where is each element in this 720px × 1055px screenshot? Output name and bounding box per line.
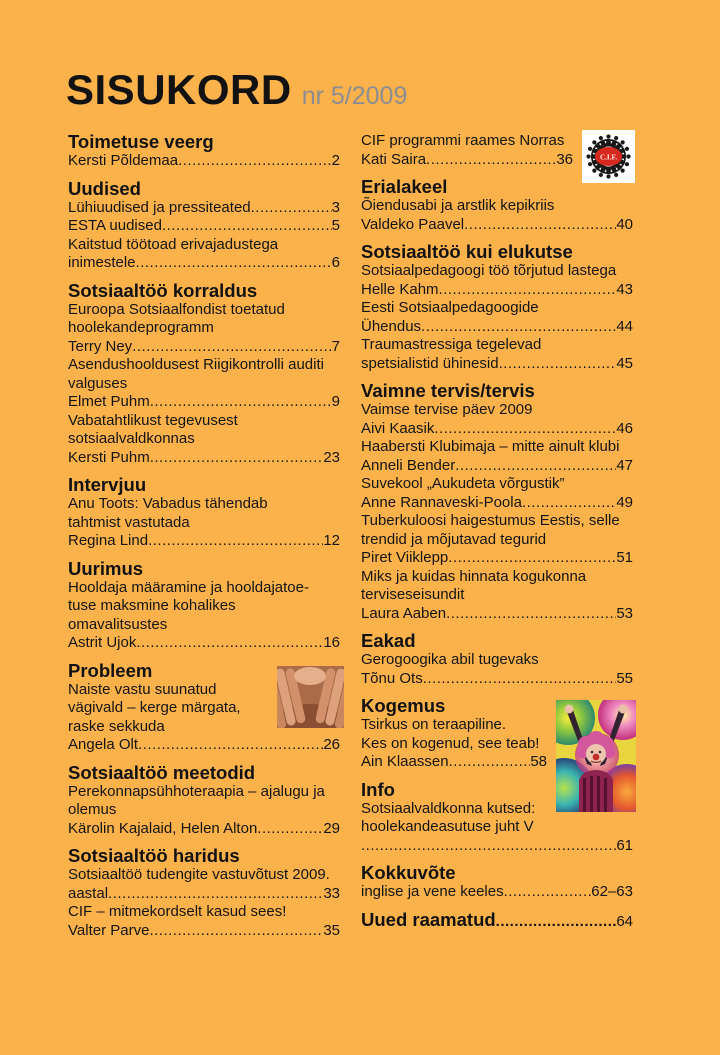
- toc-page-number: 55: [616, 669, 633, 687]
- dot-leader: [108, 885, 323, 904]
- toc-entry: [68, 885, 340, 904]
- section-heading: Probleem: [68, 659, 153, 681]
- dot-leader: [449, 753, 531, 772]
- toc-entry: [361, 494, 633, 513]
- clown-illustration: [556, 700, 636, 812]
- toc-entry-text: Tõnu Ots: [361, 669, 423, 687]
- toc-entry-text: trendid ja mõjutavad tegurid: [361, 530, 547, 548]
- toc-entry: [361, 753, 547, 772]
- toc-page-number: 43: [616, 280, 633, 298]
- toc-columns: [68, 132, 633, 948]
- toc-entry-text: tuse maksmine kohalikes: [68, 597, 236, 614]
- cif-logo-label: C.I.F.: [599, 153, 618, 162]
- toc-entry: [68, 866, 340, 885]
- toc-entry: [68, 634, 340, 653]
- toc-page-number: 5: [331, 217, 340, 234]
- toc-entry: [361, 883, 633, 902]
- toc-page-number: 51: [616, 549, 633, 566]
- section-heading: Eakad: [361, 630, 416, 651]
- section-heading: Uudised: [68, 177, 141, 199]
- toc-entry-text: Euroopa Sotsiaalfondist toetatud: [68, 300, 285, 318]
- dot-leader: [132, 338, 331, 357]
- section-vaimne-tervis: [361, 381, 633, 623]
- toc-entry-text: Hooldaja määramine ja hooldajatoe-: [68, 578, 309, 596]
- toc-entry-text: Sotsiaalvaldkonna kutsed:: [361, 799, 536, 817]
- section-uued-raamatud: [361, 910, 633, 932]
- toc-entry-text: CIF programmi raames Norras: [361, 132, 565, 149]
- toc-entry-text: Helle Kahm: [361, 280, 439, 298]
- dot-leader: [439, 281, 617, 300]
- dot-leader: [150, 393, 332, 412]
- toc-entry-text: Regina Lind: [68, 532, 149, 549]
- dot-leader: [499, 355, 617, 374]
- toc-entry: [68, 152, 340, 171]
- toc-page-number: 35: [323, 921, 340, 939]
- masthead: [66, 66, 407, 114]
- section-heading: Erialakeel: [361, 176, 448, 197]
- dot-leader: [138, 736, 323, 755]
- section-intervjuu: [68, 475, 340, 551]
- page-title: SISUKORD: [66, 66, 292, 113]
- toc-entry-text: Asendushooldusest Riigikontrolli auditi: [68, 356, 324, 373]
- toc-entry-text: Tsirkus on teraapiline.: [361, 716, 507, 733]
- section-heading: Kogemus: [361, 695, 446, 716]
- hands-illustration: [277, 666, 344, 728]
- toc-entry: [68, 736, 340, 755]
- dot-leader: [522, 494, 616, 513]
- section-heading: Sotsiaaltöö meetodid: [68, 761, 256, 783]
- dot-leader: [446, 605, 616, 624]
- toc-entry: [68, 412, 340, 431]
- toc-entry-text: Ühendus: [361, 317, 422, 335]
- toc-entry: [68, 254, 340, 273]
- toc-entry-text: omavalitsustes: [68, 615, 168, 633]
- toc-entry: [361, 837, 633, 856]
- toc-page-number: 26: [323, 736, 340, 753]
- toc-page-number: 7: [331, 337, 340, 355]
- toc-page-number: 62–63: [591, 883, 633, 900]
- toc-entry-text: Astrit Ujok: [68, 634, 137, 651]
- dot-leader: [257, 820, 323, 839]
- clown-tiedye-photo: [556, 700, 636, 812]
- left-column: [68, 132, 340, 948]
- dot-leader: [448, 549, 616, 568]
- toc-page-number: 2: [331, 152, 340, 169]
- toc-entry: [361, 336, 633, 355]
- toc-entry-text: Haabersti Klubimaja – mitte ainult klubi: [361, 438, 620, 455]
- toc-entry: [68, 199, 340, 218]
- toc-entry-text: Elmet Puhm: [68, 393, 150, 410]
- toc-entry-text: Kes on kogenud, see teab!: [361, 734, 540, 752]
- dot-leader: [464, 216, 616, 235]
- toc-entry: [68, 375, 340, 394]
- dot-leader: [426, 151, 556, 170]
- toc-entry: [361, 262, 633, 281]
- toc-entry: [361, 281, 633, 300]
- toc-entry: [68, 301, 340, 320]
- toc-entry-text: hoolekandeasutuse juht V: [361, 818, 534, 835]
- toc-entry: [361, 151, 573, 170]
- toc-entry: [68, 319, 340, 338]
- section-heading: [361, 910, 633, 932]
- dot-leader: [162, 217, 332, 236]
- toc-entry: [68, 495, 340, 514]
- toc-entry: [361, 605, 633, 624]
- toc-entry-text: Anneli Bender: [361, 456, 456, 474]
- toc-entry-text: Anu Toots: Vabadus tähendab: [68, 495, 268, 512]
- section-heading: Vaimne tervis/tervis: [361, 380, 535, 401]
- toc-entry: [68, 514, 340, 533]
- toc-entry: [68, 236, 340, 255]
- section-heading: Uurimus: [68, 557, 144, 579]
- toc-entry-text: Kati Saira: [361, 150, 427, 168]
- toc-entry: [361, 475, 633, 494]
- hands-covering-face-photo: [277, 666, 344, 728]
- toc-entry-text: Õiendusabi ja arstlik kepikriis: [361, 197, 555, 214]
- toc-entry-text: ESTA uudised: [68, 217, 162, 234]
- toc-entry: [68, 922, 340, 941]
- toc-entry: [361, 355, 633, 374]
- toc-entry-text: Suvekool „Aukudeta võrgustik”: [361, 475, 565, 492]
- issue-label: nr 5/2009: [301, 82, 408, 110]
- toc-page-number: 16: [323, 634, 340, 651]
- toc-page-number: 45: [616, 354, 633, 372]
- toc-entry: [361, 531, 633, 550]
- section-uurimus: [68, 559, 340, 653]
- toc-entry-text: aastal: [68, 884, 109, 902]
- dot-leader: [149, 922, 323, 941]
- toc-page-number: 58: [530, 753, 547, 770]
- toc-entry: [361, 318, 633, 337]
- toc-entry-text: Naiste vastu suunatud: [68, 680, 217, 698]
- toc-entry: [361, 549, 633, 568]
- toc-entry-text: Miks ja kuidas hinnata kogukonna: [361, 567, 587, 585]
- toc-entry: [68, 597, 340, 616]
- toc-entry-text: Angela Olt: [68, 736, 139, 753]
- toc-entry: [361, 818, 633, 837]
- toc-entry: [361, 132, 573, 151]
- section-uudised: [68, 179, 340, 273]
- toc-entry-text: Traumastressiga tegelevad: [361, 336, 542, 353]
- toc-entry: [361, 670, 633, 689]
- toc-entry: [68, 801, 340, 820]
- toc-entry-text: Sotsiaalpedagoogi töö tõrjutud lastega: [361, 262, 617, 279]
- toc-entry: [361, 586, 633, 605]
- toc-entry-text: Piret Viiklepp: [361, 549, 449, 566]
- dot-leader: [423, 670, 617, 689]
- toc-page-number: 9: [331, 393, 340, 410]
- toc-entry: [361, 299, 633, 318]
- toc-entry-text: Gerogoogika abil tugevaks: [361, 651, 539, 668]
- dot-leader: [496, 912, 617, 932]
- toc-entry: [361, 438, 633, 457]
- toc-entry: [68, 820, 340, 839]
- toc-entry-text: Laura Aaben: [361, 604, 447, 622]
- toc-entry-text: sotsiaalvaldkonnas: [68, 430, 195, 447]
- toc-page-number: 29: [323, 819, 340, 837]
- toc-entry-text: Lühiuudised ja pressiteated: [68, 198, 251, 216]
- toc-page-number: 47: [616, 456, 633, 474]
- toc-entry: [68, 903, 340, 922]
- toc-entry: [68, 430, 340, 449]
- toc-entry-text: Aivi Kaasik: [361, 419, 435, 437]
- toc-entry: [361, 651, 633, 670]
- toc-page-number: 6: [331, 254, 340, 271]
- toc-entry-text: terviseseisundit: [361, 586, 465, 603]
- toc-entry-text: Valdeko Paavel: [361, 215, 465, 233]
- toc-page-number: 36: [556, 150, 573, 168]
- dot-leader: [178, 152, 332, 171]
- section-toimetuse-veerg: [68, 132, 340, 171]
- toc-entry-text: Valter Parve: [68, 921, 150, 939]
- toc-entry-text: spetsialistid ühinesid: [361, 354, 499, 372]
- section-heading: Sotsiaaltöö kui elukutse: [361, 241, 573, 262]
- toc-entry: [361, 216, 633, 235]
- dot-leader: [148, 532, 323, 551]
- dot-leader: [150, 449, 324, 468]
- section-eakad: [361, 631, 633, 688]
- toc-page-number: 40: [616, 215, 633, 233]
- toc-page-number: 33: [323, 884, 340, 902]
- toc-entry: [68, 217, 340, 236]
- section-heading-text: Uued raamatud: [361, 908, 496, 930]
- section-heading: Intervjuu: [68, 474, 147, 495]
- toc-entry-text: Kersti Puhm: [68, 448, 150, 466]
- toc-entry-text: Tuberkuloosi haigestumus Eestis, selle: [361, 512, 620, 529]
- toc-entry: [361, 512, 633, 531]
- toc-page-number: 44: [616, 317, 633, 335]
- toc-entry: [361, 735, 547, 754]
- dot-leader: [455, 457, 616, 476]
- toc-entry-text: CIF – mitmekordselt kasud sees!: [68, 903, 287, 920]
- toc-entry: [68, 783, 340, 802]
- cif-logo-graphic: [582, 130, 635, 183]
- toc-entry-text: Vaimse tervise päev 2009: [361, 401, 533, 418]
- dot-leader: [421, 318, 616, 337]
- toc-entry: [361, 716, 547, 735]
- toc-entry-text: Kärolin Kajalaid, Helen Alton: [68, 819, 258, 837]
- toc-entry-text: valguses: [68, 374, 128, 392]
- toc-entry-text: Eesti Sotsiaalpedagoogide: [361, 299, 539, 316]
- toc-page-number: 23: [323, 448, 340, 466]
- dot-leader: [136, 634, 323, 653]
- toc-entry-text: Vabatahtlikust tegevusest: [68, 411, 238, 429]
- toc-entry-text: vägivald – kerge märgata,: [68, 699, 241, 716]
- toc-entry-text: Sotsiaaltöö tudengite vastuvõtust 2009.: [68, 866, 330, 883]
- toc-entry-text: Kersti Põldemaa: [68, 152, 179, 169]
- toc-entry: [361, 401, 633, 420]
- toc-entry-text: Perekonnapsühhoteraapia – ajalugu ja: [68, 782, 325, 800]
- toc-entry-text: inimestele: [68, 254, 136, 271]
- cif-logo: [582, 130, 635, 183]
- toc-entry-text: olemus: [68, 801, 117, 818]
- section-heading: Sotsiaaltöö haridus: [68, 845, 240, 866]
- toc-entry-text: Terry Ney: [68, 337, 133, 355]
- section-heading: Kokkuvõte: [361, 862, 456, 883]
- toc-entry: [68, 338, 340, 357]
- dot-leader: [361, 837, 616, 856]
- section-heading: Sotsiaaltöö korraldus: [68, 279, 258, 301]
- section-kokkuvote: [361, 863, 633, 902]
- toc-entry-text: inglise ja vene keeles: [361, 883, 504, 900]
- dot-leader: [136, 254, 332, 273]
- toc-page-number: 46: [616, 419, 633, 437]
- toc-entry-text: Kaitstud töötoad erivajadustega: [68, 235, 279, 253]
- toc-entry: [361, 568, 633, 587]
- section-heading: Toimetuse veerg: [68, 131, 214, 152]
- toc-page-number: 61: [616, 836, 633, 854]
- dot-leader: [251, 199, 332, 218]
- toc-entry: [68, 449, 340, 468]
- section-heading: Info: [361, 778, 395, 800]
- section-sotsiaaltoo-meetodid: [68, 763, 340, 839]
- toc-entry-text: raske sekkuda: [68, 717, 165, 735]
- toc-entry: [68, 356, 340, 375]
- toc-page-number: 12: [323, 532, 340, 549]
- section-sotsiaaltoo-kui-elukutse: [361, 242, 633, 373]
- right-column: [361, 132, 633, 948]
- toc-entry: [361, 197, 633, 216]
- toc-entry-text: Anne Rannaveski-Poola: [361, 493, 522, 511]
- toc-entry: [361, 420, 633, 439]
- toc-entry: [68, 393, 340, 412]
- toc-page-number: 53: [616, 604, 633, 622]
- toc-entry-text: hoolekandeprogramm: [68, 319, 214, 336]
- toc-page-number: 64: [616, 912, 633, 930]
- toc-entry: [361, 457, 633, 476]
- toc-entry: [68, 532, 340, 551]
- toc-entry-text: tahtmist vastutada: [68, 513, 190, 531]
- dot-leader: [504, 883, 592, 902]
- dot-leader: [434, 420, 616, 439]
- section-sotsiaaltoo-haridus: [68, 846, 340, 940]
- section-erialakeel: [361, 177, 633, 234]
- toc-entry: [68, 616, 340, 635]
- section-sotsiaaltoo-korraldus: [68, 281, 340, 468]
- toc-page-number: 49: [616, 493, 633, 511]
- toc-entry: [68, 579, 340, 598]
- toc-entry-text: Ain Klaassen: [361, 753, 449, 770]
- toc-page-number: 3: [331, 198, 340, 216]
